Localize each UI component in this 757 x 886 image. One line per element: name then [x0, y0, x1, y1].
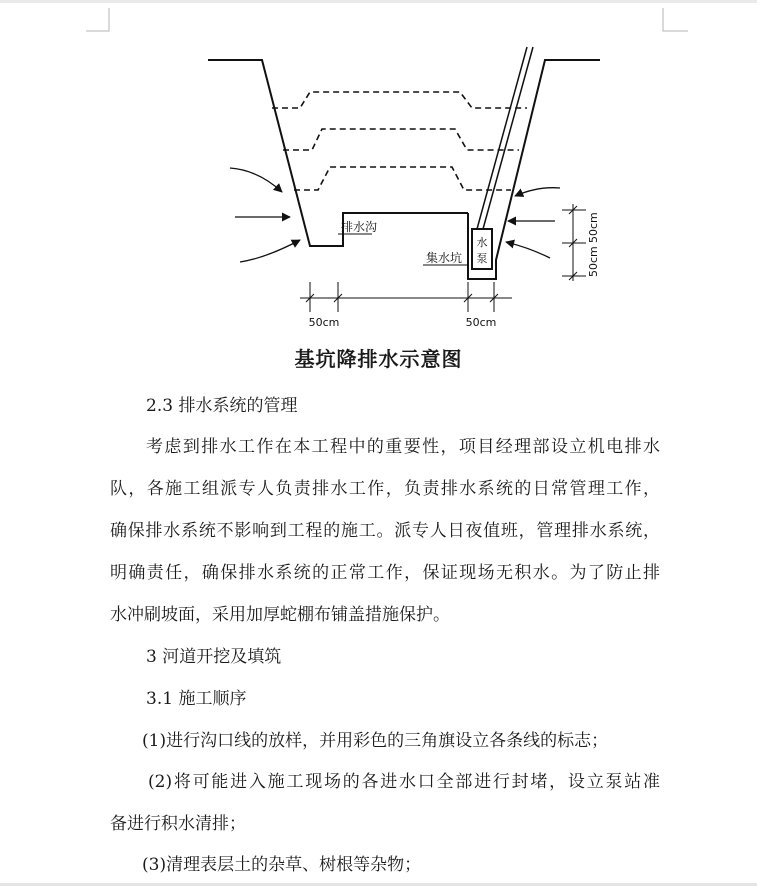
paragraph-line-4: 明确责任，确保排水系统的正常工作，保证现场无积水。为了防止排 — [110, 563, 660, 583]
height-label-bottom: 50cm — [587, 246, 600, 277]
seepage-arrows-right — [506, 188, 560, 258]
paragraph-line-1: 考虑到排水工作在本工程中的重要性，项目经理部设立机电排水 — [146, 437, 660, 457]
pit-outline — [208, 60, 600, 279]
drain-ditch-label: 排水沟 — [341, 220, 378, 234]
section-heading-3: 3 河道开挖及填筑 — [146, 647, 282, 667]
paragraph-line-3: 确保排水系统不影响到工程的施工。派专人日夜值班，管理排水系统， — [110, 521, 660, 541]
groundwater-levels — [272, 92, 527, 190]
width-label-right: 50cm — [465, 316, 497, 329]
pump-label-1: 水 — [476, 236, 488, 249]
pump-discharge-pipe — [477, 47, 533, 229]
paragraph-line-5: 水冲刷坡面，采用加厚蛇棚布铺盖措施保护。 — [110, 605, 450, 625]
list-item-2-line-2: 备进行积水清排； — [110, 814, 246, 834]
sump-label: 集水坑 — [426, 251, 463, 265]
pump-label-2: 泵 — [476, 252, 488, 265]
pump-box — [472, 229, 492, 269]
width-dimension — [300, 282, 512, 312]
foundation-pit-drainage-diagram — [0, 0, 757, 340]
list-item-3: (3)清理表层土的杂草、树根等杂物； — [142, 855, 422, 875]
list-item-2-line-1: (2)将可能进入施工现场的各进水口全部进行封堵，设立泵站准 — [148, 772, 660, 792]
seepage-arrows-left — [230, 168, 300, 262]
height-dimension — [562, 204, 586, 281]
width-label-left: 50cm — [308, 316, 340, 329]
figure-caption: 基坑降排水示意图 — [294, 347, 463, 371]
height-label-top: 50cm — [587, 212, 600, 243]
section-heading-2-3: 2.3 排水系统的管理 — [146, 396, 298, 416]
section-heading-3-1: 3.1 施工顺序 — [146, 689, 247, 709]
list-item-1: (1)进行沟口线的放样，并用彩色的三角旗设立各条线的标志； — [142, 731, 609, 751]
paragraph-line-2: 队，各施工组派专人负责排水工作，负责排水系统的日常管理工作， — [110, 479, 660, 499]
